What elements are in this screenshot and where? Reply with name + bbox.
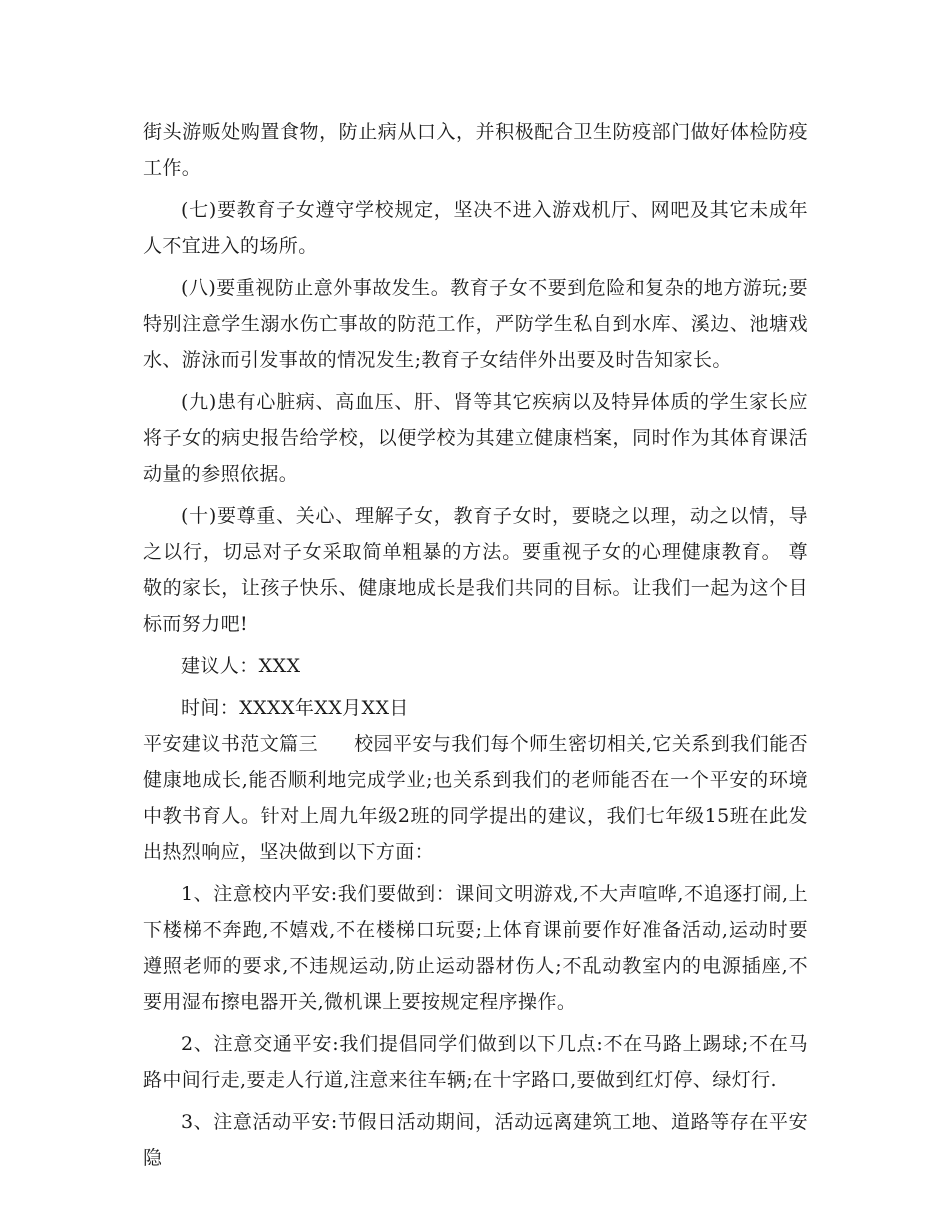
paragraph-activity-safety: 3、注意活动平安:节假日活动期间，活动远离建筑工地、道路等存在平安隐: [143, 1111, 808, 1169]
paragraph-food-safety: 街头游贩处购置食物，防止病从口入，并积极配合卫生防疫部门做好体检防疫工作。: [143, 121, 808, 179]
date-line: 时间：XXXX年XX月XX日: [181, 697, 409, 719]
section-heading: 平安建议书范文篇三: [143, 733, 319, 755]
paragraph-section-three: [143, 726, 808, 870]
paragraph-item-10: (十)要尊重、关心、理解子女，教育子女时，要晓之以理，动之以情，导之以行，切忌对子女采取简单粗暴的方法。要重视子女的心理健康教育。 尊敬的家长，让孩子快乐、健康地成长是我们共同的目标。让我们一起为这个目标而努力吧!: [143, 505, 808, 635]
paragraph-item-8: (八)要重视防止意外事故发生。教育子女不要到危险和复杂的地方游玩;要特别注意学生溺水伤亡事故的防范工作，严防学生私自到水库、溪边、池塘戏水、游泳而引发事故的情况发生;教育子女结伴外出要及时告知家长。: [143, 277, 808, 371]
paragraph-item-9: (九)患有心脏病、高血压、肝、肾等其它疾病以及特异体质的学生家长应将子女的病史报告给学校，以便学校为其建立健康档案，同时作为其体育课活动量的参照依据。: [143, 391, 808, 485]
proposer-line: 建议人：XXX: [181, 655, 301, 677]
paragraph-traffic-safety: 2、注意交通平安:我们提倡同学们做到以下几点:不在马路上踢球;不在马路中间行走,要走人行道,注意来往车辆;在十字路口,要做到红灯停、绿灯行.: [143, 1033, 808, 1091]
document-body: [143, 114, 808, 1176]
section-intro: 校园平安与我们每个师生密切相关,它关系到我们能否健康地成长,能否顺利地完成学业;也关系到我们的老师能否在一个平安的环境中教书育人。针对上周九年级2班的同学提出的建议，我们七年级15班在此发出热烈响应，坚决做到以下方面：: [143, 733, 808, 863]
paragraph-campus-safety: 1、注意校内平安:我们要做到：课间文明游戏,不大声喧哗,不追逐打闹,上下楼梯不奔跑,不嬉戏,不在楼梯口玩耍;上体育课前要作好准备活动,运动时要遵照老师的要求,不违规运动,防止运动器材伤人;不乱动教室内的电源插座,不要用湿布擦电器开关,微机课上要按规定程序操作。: [143, 883, 808, 1013]
paragraph-item-7: (七)要教育子女遵守学校规定，坚决不进入游戏机厅、网吧及其它未成年人不宜进入的场所。: [143, 199, 808, 257]
